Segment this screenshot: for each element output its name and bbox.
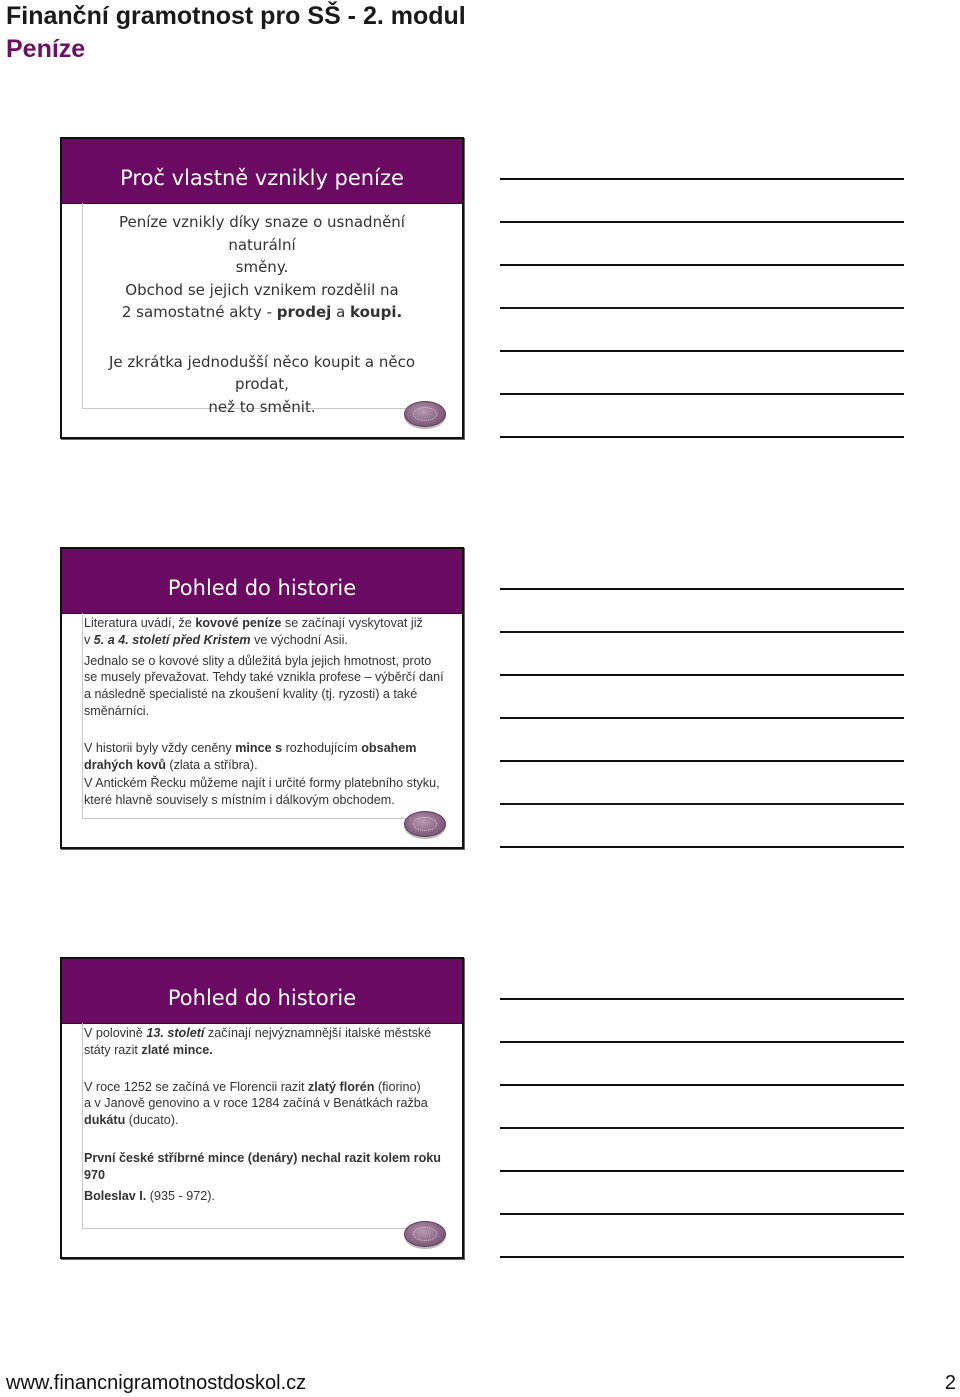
body-line: se musely převažovat. Tehdy také vznikla profese – výběrčí daní [84,670,444,685]
slide-frame-line [82,818,414,819]
body-line: V Antickém Řecku můžeme najít i určité formy platebního styku, [84,776,440,791]
note-line [500,803,904,805]
body-line: Literatura uvádí, že kovové peníze se začínají vyskytovat již [84,616,423,630]
coin-icon [404,811,446,837]
note-line [500,760,904,762]
body-line: Obchod se jejich vznikem rozdělil na [125,280,399,299]
document-subtitle: Peníze [6,35,86,63]
body-line: Je zkrátka jednodušší něco koupit a něco prodat, [108,352,416,393]
body-line: Boleslav I. (935 - 972). [84,1188,215,1203]
body-line: v 5. a 4. století před Kristem ve východní Asii. [84,632,348,647]
slide-2 [60,547,464,849]
body-line: státy razit zlaté mince. [84,1042,213,1057]
slide-frame-line [82,613,83,819]
body-line: V polovině 13. století začínají nejvýznamnější italské městské [84,1026,432,1040]
note-line [500,674,904,676]
note-line [500,1170,904,1172]
slide-body [84,211,440,418]
body-line: Peníze vznikly díky snaze o usnadnění naturální [119,213,405,254]
note-line [500,846,904,848]
slide-frame-line [82,1228,414,1229]
body-line: 2 samostatné akty - prodej a koupi. [121,303,403,321]
body-line: než to směnit. [208,397,316,416]
note-line [500,1041,904,1043]
note-line [500,998,904,1000]
note-line [500,393,904,395]
body-line: V roce 1252 se začíná ve Florencii razit zlatý florén (fiorino) [84,1079,421,1094]
page-number: 2 [944,1372,956,1394]
note-line [500,436,904,438]
body-line: směnárníci. [84,703,150,718]
note-line [500,307,904,309]
note-line [500,1127,904,1129]
slide-title: Pohled do historie [167,986,357,1010]
body-line: směny. [235,258,289,276]
slide-body [84,1025,444,1204]
note-line [500,178,904,180]
note-line [500,1084,904,1086]
note-line [500,264,904,266]
document-title: Finanční gramotnost pro SŠ - 2. modul [6,2,466,30]
body-line: které hlavně souvisely s místním i dálkovým obchodem. [84,793,395,808]
note-line [500,588,904,590]
note-line [500,631,904,633]
slide-frame-line [82,203,83,409]
body-line: Jednalo se o kovové slity a důležitá byla jejich hmotnost, proto [84,653,432,668]
slide-title: Proč vlastně vznikly peníze [120,166,404,190]
footer-url: www.financnigramotnostdoskol.cz [6,1372,307,1394]
body-line: dukátu (ducato). [84,1113,179,1128]
slide-frame-line [82,1023,83,1229]
coin-icon [404,401,446,427]
slide-title: Pohled do historie [167,576,357,600]
body-line: a následně specialisté na zkoušení kvality (tj. ryzosti) a také [84,687,418,702]
note-line [500,350,904,352]
body-line: drahých kovů (zlata a stříbra). [84,757,258,772]
body-line: a v Janově genovino a v roce 1284 začíná v Benátkách ražba [84,1096,428,1111]
slide-body [84,615,444,809]
note-line [500,717,904,719]
note-line [500,221,904,223]
slide-3 [60,957,464,1259]
coin-icon [404,1221,446,1247]
note-line [500,1256,904,1258]
body-line: První české stříbrné mince (denáry) nechal razit kolem roku 970 [84,1150,441,1182]
body-line: V historii byly vždy ceněny mince s rozhodujícím obsahem [84,740,417,755]
slide-1 [60,137,464,439]
note-line [500,1213,904,1215]
